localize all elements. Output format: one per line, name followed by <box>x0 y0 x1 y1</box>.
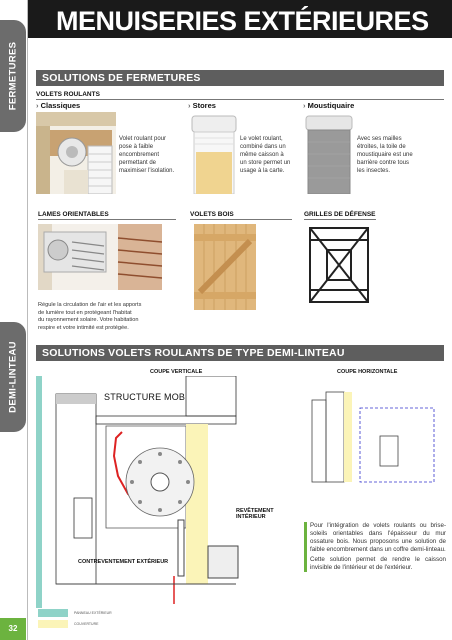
side-tab-fermetures: FERMETURES <box>0 20 26 132</box>
legend-panneau: PANNEAU EXTÉRIEUR <box>74 611 112 615</box>
info-text: Pour l'intégration de volets roulants ou brise-soleils orientables dans l'épaisseur du mur ossature bois. Nous proposons une solution de faible encombrement dans un coffre demi-linteau. Cette solution permet de rendre le caisson invisible de l'intérieur et de l'extérieur. <box>310 522 446 571</box>
label-revetement: REVÊTEMENT INTÉRIEUR <box>236 508 274 520</box>
subhead-grilles-defense: GRILLES DE DÉFENSE <box>304 211 376 218</box>
desc-moustiquaire: Avec ses mailles étroites, la toile de moustiquaire est une barrière contre tous les insectes. <box>357 136 413 174</box>
photo-moustiquaire <box>304 112 354 194</box>
photo-stores <box>190 112 238 194</box>
subhead-lames-orientables: LAMES ORIENTABLES <box>38 211 109 218</box>
info-accent-bar <box>304 522 307 572</box>
desc-lames-orientables: Régule la circulation de l'air et les apports de lumière tout en protégeant l'habitat du rayonnement solaire. Votre habitation respire et votre intimité est protégée. <box>38 302 142 331</box>
section-bar-fermetures: SOLUTIONS DE FERMETURES <box>36 70 444 86</box>
divider <box>190 219 292 220</box>
legend-swatch-couverture <box>38 620 68 628</box>
subhead-volets-roulants: VOLETS ROULANTS <box>36 91 100 98</box>
photo-volet-classique <box>36 112 116 194</box>
category-moustiquaire: › Moustiquaire <box>303 101 354 110</box>
category-stores: › Stores <box>188 101 216 110</box>
page-title: MENUISERIES EXTÉRIEURES <box>56 6 429 36</box>
divider <box>36 99 444 100</box>
desc-stores: Le volet roulant, combiné dans un même caisson à un store permet un usage à la carte. <box>240 136 291 174</box>
label-contreventement: CONTREVENTEMENT EXTÉRIEUR <box>78 559 169 565</box>
label-coupe-verticale: COUPE VERTICALE <box>150 369 203 375</box>
label-structure-mob: STRUCTURE MOB <box>104 392 186 402</box>
photo-volets-bois <box>194 224 256 310</box>
legend-swatch-panneau <box>38 609 68 617</box>
legend-couverture: COUVERTURE <box>74 622 99 626</box>
page-number: 32 <box>0 618 26 640</box>
divider <box>38 219 176 220</box>
photo-grilles-defense <box>306 224 372 306</box>
divider <box>304 219 376 220</box>
diagram-coupe-horizontale <box>300 376 446 494</box>
desc-classiques: Volet roulant pour pose à faible encombrement permettant de maximiser l'isolation. <box>119 136 175 174</box>
category-classiques: › Classiques <box>36 101 80 110</box>
subhead-volets-bois: VOLETS BOIS <box>190 211 234 218</box>
label-coupe-horizontale: COUPE HORIZONTALE <box>337 369 398 375</box>
sidebar-divider <box>27 0 28 640</box>
side-tab-demi-linteau: DEMI-LINTEAU <box>0 322 26 432</box>
sidebar <box>0 0 28 640</box>
diagram-coupe-verticale <box>36 376 246 608</box>
section-bar-demi-linteau: SOLUTIONS VOLETS ROULANTS DE TYPE DEMI-LINTEAU <box>36 345 444 361</box>
photo-lames-orientables <box>38 224 162 290</box>
